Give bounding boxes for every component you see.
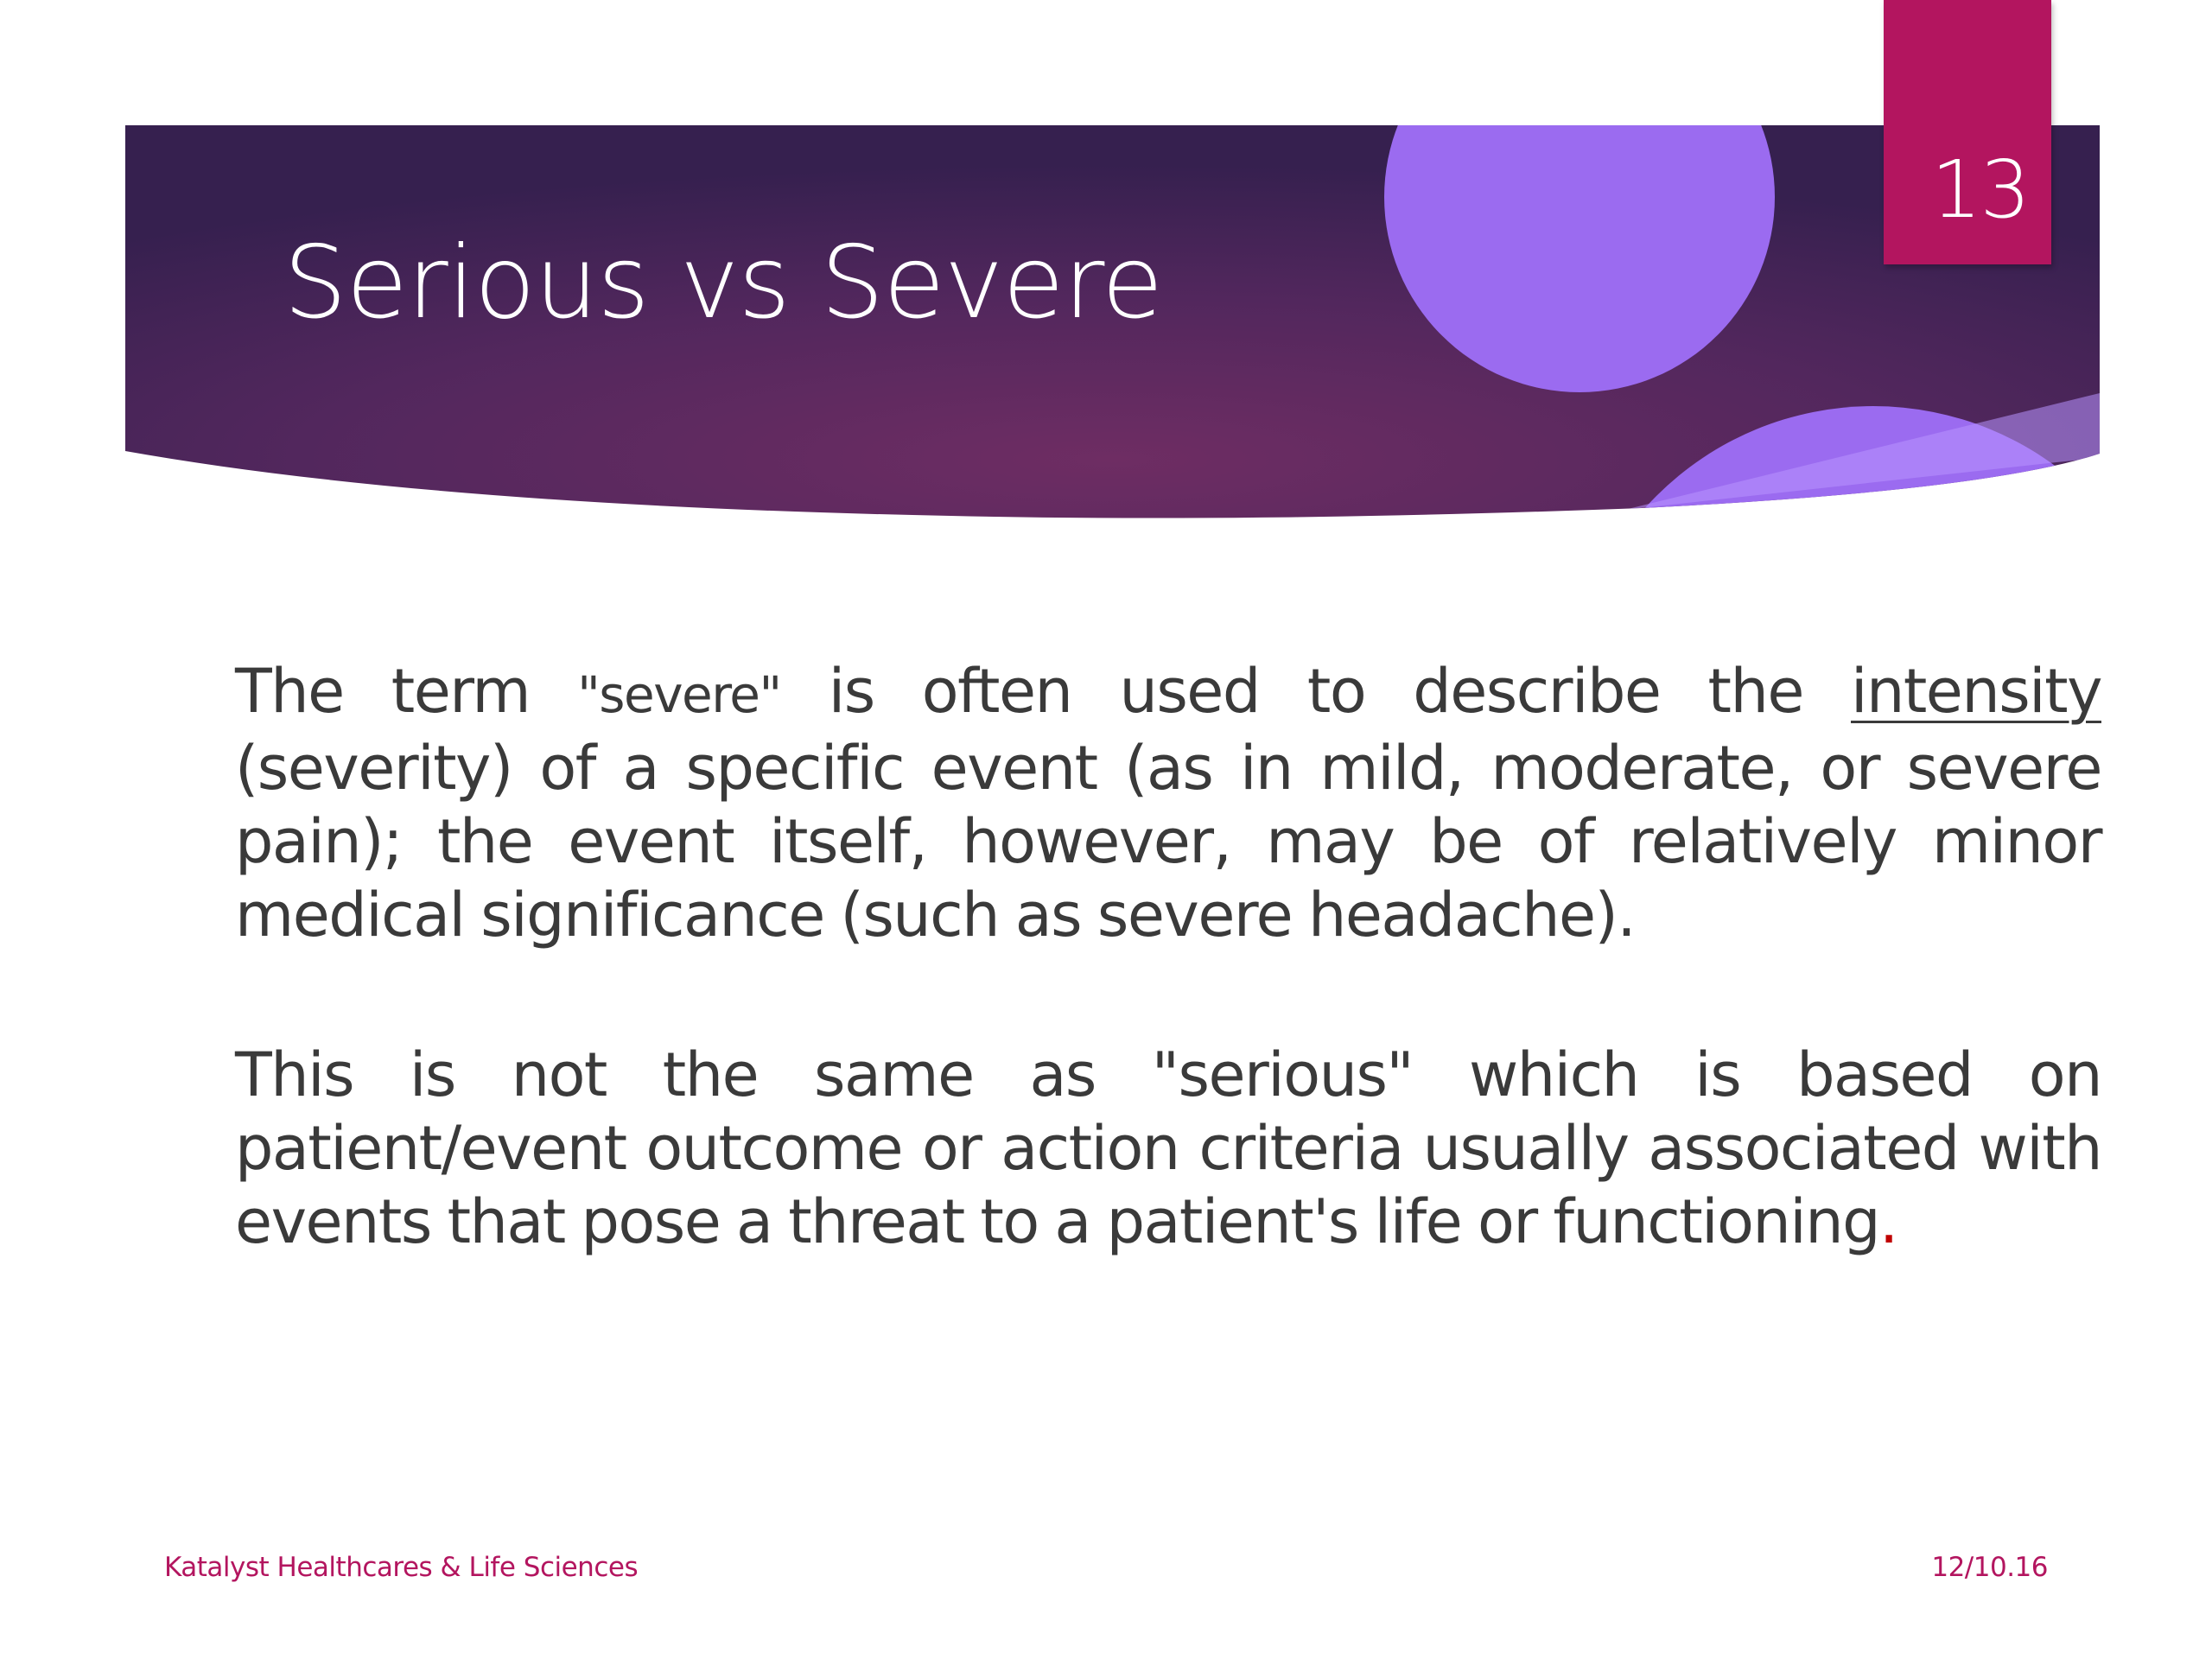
footer-company: Katalyst Healthcares & Life Sciences [164, 1552, 639, 1583]
para-1-underlined-term: intensity [1851, 656, 2101, 727]
body-paragraph-severe [235, 655, 2101, 952]
para-1-lead: The term [235, 656, 578, 727]
slide-number: 13 [1930, 143, 2029, 236]
footer-date: 12/10.16 [1931, 1552, 2048, 1583]
para-1-tail: (severity) of a specific event (as in mild, moderate, or severe pain); the event itself, however, may be of relatively minor medical significance (such as severe headache). [235, 733, 2101, 950]
para-2-end-mark: . [1879, 1186, 1897, 1257]
para-1-quoted-term: "severe" [577, 665, 781, 724]
body-paragraph-serious [235, 1039, 2101, 1259]
para-2-text: This is not the same as "serious" which is based on patient/event outcome or action criteria usually associated with events that pose a threat to a patient's life or functioning [235, 1039, 2101, 1257]
decorative-circle-large [1384, 2, 1775, 392]
slide-number-tab [1884, 0, 2051, 264]
slide-title: Serious vs Severe [283, 225, 1163, 341]
para-1-middle: is often used to describe the [780, 656, 1852, 727]
